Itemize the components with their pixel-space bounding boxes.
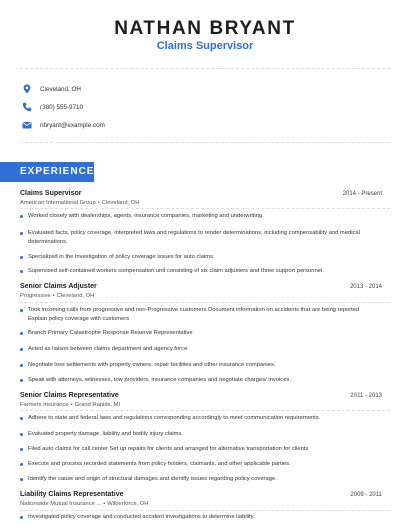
job-dates: 2013 - 2014 (349, 284, 382, 290)
job-title: Liability Claims Representative (20, 491, 124, 498)
job-company: American International Group (20, 200, 96, 206)
bullet-icon (20, 478, 23, 481)
list-item: Execute and process recorded statements from policy holders, claimants, and other applicable parties. (20, 460, 370, 469)
phone-text: (380) 555-9710 (40, 103, 84, 111)
bullet-icon (20, 232, 23, 235)
job-company: Progressive (20, 293, 51, 299)
job-company: Farmers Insurance (20, 402, 69, 408)
job-divider (20, 510, 390, 511)
bullet-icon (20, 516, 23, 519)
bullet-icon (20, 256, 23, 259)
job-title: Senior Claims Adjuster (20, 283, 97, 290)
job-company: Nationwide Mutual Insurance ... (20, 501, 102, 507)
bullet-icon (20, 448, 23, 451)
bullet-icon (20, 463, 23, 466)
bullet-icon (20, 270, 23, 273)
job-location: Wilberforce, OH (107, 501, 149, 507)
list-item: Branch Primary Catastrophe Response Reserve Representative (20, 329, 370, 338)
job-title: Senior Claims Representative (20, 392, 119, 399)
bullet-icon (20, 215, 23, 218)
job-divider (20, 410, 390, 411)
bullet-icon (20, 379, 23, 382)
candidate-title: Claims Supervisor (156, 40, 254, 52)
location-text: Cleveland, OH (40, 85, 81, 93)
job-divider (20, 208, 390, 209)
list-item: Specialized in the investigation of policy coverage issues for auto claims. (20, 253, 370, 262)
list-item: Supervised self-contained workers compensation unit consisting of six claim adjusters and three support personnel. (20, 267, 370, 276)
job-company-line: Progressive • Cleveland, OH (20, 293, 95, 299)
bullet-icon (20, 417, 23, 420)
list-item: Filed auto claims for call center Set up repairs for clients and arranged for alternative transportation for clients (20, 445, 370, 454)
list-item: Took incoming calls from progressive and non-Progressive customers Document information on accidents that are being reported Explain policy coverage with customers (20, 306, 370, 323)
job-location: Cleveland, OH (101, 200, 140, 206)
contact-email (22, 118, 105, 132)
job-dates: 2014 - Present (342, 191, 382, 197)
envelope-icon (22, 120, 32, 130)
job-location: Grand Rapids, MI (74, 402, 121, 408)
bullet-icon (20, 332, 23, 335)
phone-icon (22, 102, 32, 112)
job-divider (20, 302, 390, 303)
list-item: Adhere to state and federal laws and regulations corresponding accordingly to meet communication requirements. (20, 414, 370, 423)
list-item: Investigated policy coverage and conducted accident investigations to determine liability. (20, 513, 370, 522)
list-item: Evaluated facts, policy coverage, interpreted laws and regulations to render determinations, including compensability and medical determinations. (20, 229, 370, 246)
list-item: Identify the cause and origin of structural damages and identify issues regarding policy coverage. (20, 475, 370, 484)
job-company-line: Nationwide Mutual Insurance ... • Wilberforce, OH (20, 501, 149, 507)
job-dates: 2009 - 2011 (350, 492, 382, 498)
list-item: Worked closely with dealerships, agents, insurance companies, marketing and underwriting. (20, 212, 370, 221)
job-company-line: Farmers Insurance • Grand Rapids, MI (20, 402, 121, 408)
contact-divider (20, 142, 390, 143)
contact-location (22, 82, 81, 96)
email-text: nbryant@example.com (40, 121, 105, 129)
bullet-icon (20, 433, 23, 436)
job-title: Claims Supervisor (20, 190, 82, 197)
list-item: Evaluated property damage, liability and bodily injury claims. (20, 430, 370, 439)
bullet-icon (20, 364, 23, 367)
section-title-experience: EXPERIENCE (20, 166, 95, 177)
job-location: Cleveland, OH (56, 293, 95, 299)
list-item: Speak with attorneys, witnesses, tow providers, insurance companies and negotiate charges/ invoices. (20, 376, 370, 385)
header-divider (20, 68, 390, 69)
list-item: Negotiate loss settlements with property owners, repair facilities and other insurance companies. (20, 361, 370, 370)
bullet-icon (20, 348, 23, 351)
job-company-line: American International Group • Cleveland, OH (20, 200, 140, 206)
candidate-name: NATHAN BRYANT (114, 18, 296, 39)
bullet-icon (20, 309, 23, 312)
list-item: Acted as liaison between claims department and agency force. (20, 345, 370, 354)
job-dates: 2011 - 2013 (350, 393, 382, 399)
contact-phone (22, 100, 83, 114)
map-pin-icon (22, 84, 32, 94)
